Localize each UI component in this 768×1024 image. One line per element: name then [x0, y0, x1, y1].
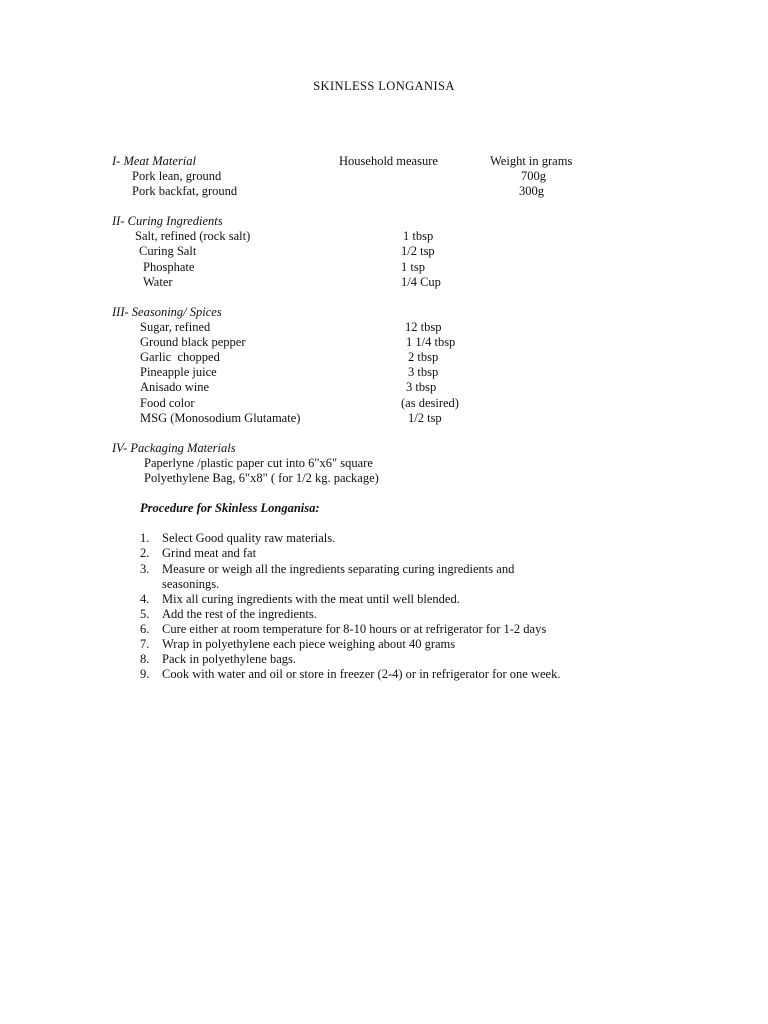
seasoning-item-name: Food color [140, 396, 195, 410]
column-household-measure: Household measure [339, 154, 438, 168]
seasoning-item-name: MSG (Monosodium Glutamate) [140, 411, 301, 425]
packaging-item: Polyethylene Bag, 6"x8" ( for 1/2 kg. package) [144, 471, 379, 485]
step-text: Wrap in polyethylene each piece weighing about 40 grams [162, 637, 456, 651]
step-text: Pack in polyethylene bags. [162, 652, 296, 666]
seasoning-item-name: Garlic chopped [140, 350, 220, 364]
step-text: Add the rest of the ingredients. [162, 607, 317, 621]
step-text: Measure or weigh all the ingredients separating curing ingredients and [162, 562, 515, 576]
step-text-continuation: seasonings. [162, 577, 220, 591]
section-curing-heading: II- Curing Ingredients [112, 214, 223, 228]
curing-item-measure: 1/4 Cup [401, 275, 441, 289]
step-number: 5. [140, 607, 150, 621]
meat-item-name: Pork lean, ground [132, 169, 222, 183]
step-number: 4. [140, 592, 150, 606]
column-weight-grams: Weight in grams [490, 154, 573, 168]
section-meat-heading: I- Meat Material [112, 154, 197, 168]
section-seasoning-heading: III- Seasoning/ Spices [112, 305, 222, 319]
step-number: 6. [140, 622, 150, 636]
seasoning-item-measure: 12 tbsp [405, 320, 442, 334]
document-title: SKINLESS LONGANISA [313, 79, 455, 93]
seasoning-item-measure: (as desired) [401, 396, 459, 410]
seasoning-item-measure: 1/2 tsp [408, 411, 442, 425]
meat-item-weight: 700g [521, 169, 546, 183]
step-text: Select Good quality raw materials. [162, 531, 336, 545]
seasoning-item-name: Pineapple juice [140, 365, 217, 379]
curing-item-name: Water [143, 275, 173, 289]
seasoning-item-name: Sugar, refined [140, 320, 211, 334]
curing-item-name: Curing Salt [139, 244, 197, 258]
step-number: 2. [140, 546, 150, 560]
seasoning-item-measure: 3 tbsp [408, 365, 439, 379]
step-text: Cook with water and oil or store in freezer (2-4) or in refrigerator for one week. [162, 667, 561, 681]
seasoning-item-measure: 1 1/4 tbsp [406, 335, 456, 349]
step-number: 9. [140, 667, 150, 681]
packaging-item: Paperlyne /plastic paper cut into 6"x6" square [144, 456, 373, 470]
curing-item-measure: 1 tbsp [403, 229, 434, 243]
step-number: 8. [140, 652, 150, 666]
procedure-heading: Procedure for Skinless Longanisa: [140, 501, 320, 515]
seasoning-item-name: Ground black pepper [140, 335, 246, 349]
meat-item-name: Pork backfat, ground [132, 184, 238, 198]
step-text: Cure either at room temperature for 8-10 hours or at refrigerator for 1-2 days [162, 622, 547, 636]
meat-item-weight: 300g [519, 184, 544, 198]
curing-item-name: Salt, refined (rock salt) [135, 229, 251, 243]
step-number: 3. [140, 562, 150, 576]
step-text: Grind meat and fat [162, 546, 257, 560]
step-number: 1. [140, 531, 150, 545]
curing-item-name: Phosphate [143, 260, 195, 274]
curing-item-measure: 1 tsp [401, 260, 425, 274]
seasoning-item-name: Anisado wine [140, 380, 210, 394]
curing-item-measure: 1/2 tsp [401, 244, 435, 258]
step-number: 7. [140, 637, 150, 651]
section-packaging-heading: IV- Packaging Materials [112, 441, 236, 455]
step-text: Mix all curing ingredients with the meat until well blended. [162, 592, 460, 606]
seasoning-item-measure: 2 tbsp [408, 350, 439, 364]
seasoning-item-measure: 3 tbsp [406, 380, 437, 394]
